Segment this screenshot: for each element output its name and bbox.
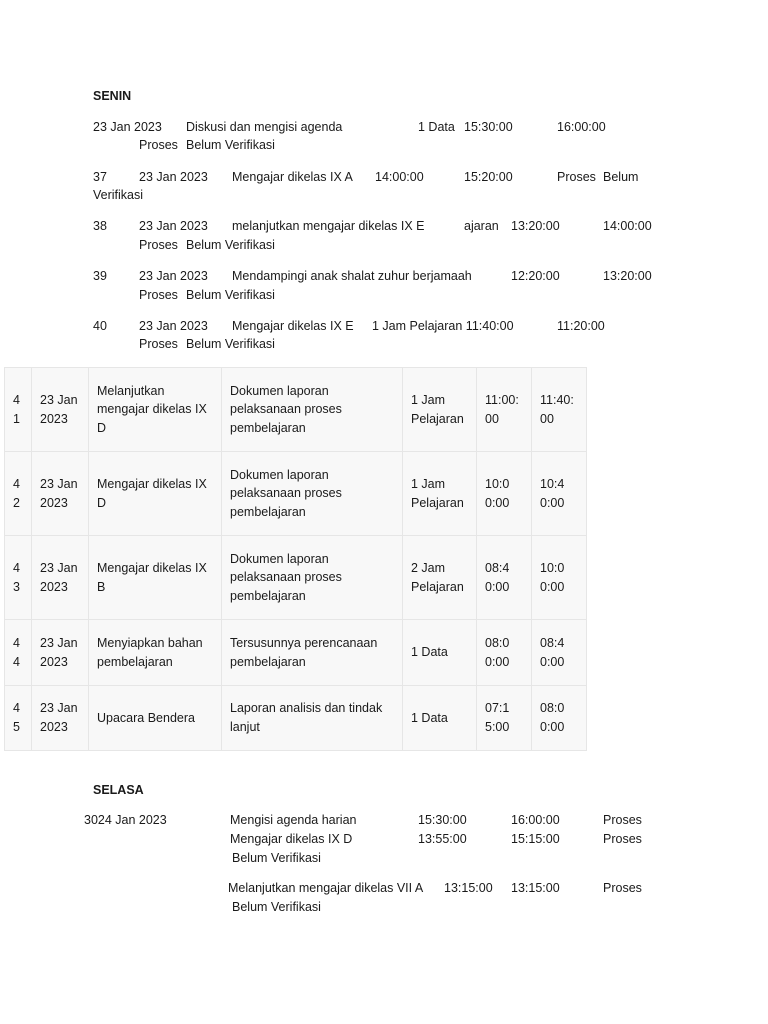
cell-end-time [532,368,587,452]
cell-number-text: 45 [13,701,20,734]
cell-end-time [532,686,587,751]
cell-start-time [477,620,532,686]
cell-date [32,620,89,686]
cell-number [5,452,32,536]
cell-date-text: 23 Jan 2023 [40,701,78,734]
entry-end: 16:00:00 [511,813,560,827]
cell-activity [89,452,222,536]
entry-activity: Mengajar dikelas IX D [230,832,353,846]
cell-start-time-text: 08:40:00 [485,560,510,594]
cell-date [32,368,89,452]
cell-output [222,620,403,686]
entry-end: 13:15:00 [511,881,560,895]
cell-date [32,536,89,620]
cell-number [5,368,32,452]
cell-start-time-text: 07:15:00 [485,701,510,734]
entry-status: Proses [603,813,642,827]
cell-end-time-text: 08:40:00 [540,635,565,669]
table-row [5,536,587,620]
entry-end: 16:00:00 [557,120,606,134]
entry-verification: Belum Verifikasi [186,238,275,252]
entry-end: 14:00:00 [603,219,652,233]
entry-status: Proses [557,170,596,184]
cell-number-text: 42 [13,476,20,510]
entry-status: Proses [139,138,178,152]
entry-activity: Mengajar dikelas IX E [232,319,354,333]
cell-number-text: 43 [13,560,20,594]
entry-end: 15:20:00 [464,170,513,184]
entry-start: 15:30:00 [418,813,467,827]
cell-number-text: 44 [13,635,20,669]
cell-date-text: 23 Jan 2023 [40,392,78,426]
cell-start-time [477,452,532,536]
entry-verification: Belum [603,170,639,184]
heading-selasa: SELASA [93,783,144,797]
cell-output-text: Dokumen laporan pelaksanaan proses pembelajaran [230,383,342,435]
entry-date: 23 Jan 2023 [139,269,208,283]
entry-end: 15:15:00 [511,832,560,846]
cell-output [222,368,403,452]
table-row [5,620,587,686]
entry-activity: Mengisi agenda harian [230,813,357,827]
cell-quantity [403,620,477,686]
cell-quantity [403,452,477,536]
cell-output-text: Dokumen laporan pelaksanaan proses pembelajaran [230,551,342,603]
entry-activity: Diskusi dan mengisi agenda [186,120,343,134]
cell-quantity [403,536,477,620]
cell-activity [89,620,222,686]
cell-quantity-text: 1 Jam Pelajaran [411,392,464,426]
entry-end: 11:20:00 [557,319,605,333]
entry-verification: Belum Verifikasi [232,900,321,914]
entry-date: 23 Jan 2023 [139,319,208,333]
cell-number [5,620,32,686]
entry-end: 13:20:00 [603,269,652,283]
entry-date: 23 Jan 2023 [139,219,208,233]
cell-start-time [477,686,532,751]
entry-status: Proses [139,288,178,302]
entry-quantity: 1 Data [418,120,455,134]
cell-end-time-text: 08:00:00 [540,701,565,734]
cell-activity [89,536,222,620]
entry-quantity-start: 1 Jam Pelajaran 11:40:00 [372,319,514,333]
entry-number: 38 [93,219,107,233]
cell-output-text: Laporan analisis dan tindak lanjut [230,701,383,734]
entry-verification-cont: Verifikasi [93,188,144,202]
entry-number: 40 [93,319,107,333]
cell-quantity [403,368,477,452]
activity-table [4,367,587,751]
selasa-number-date: 3024 Jan 2023 [84,813,167,827]
entry-verification: Belum Verifikasi [232,851,321,865]
entry-verification: Belum Verifikasi [186,138,275,152]
entry-date: 23 Jan 2023 [139,170,208,184]
entry-start: 12:20:00 [511,269,560,283]
entry-start: 15:30:00 [464,120,513,134]
cell-quantity-text: 2 Jam Pelajaran [411,560,464,594]
cell-start-time-text: 11:00:00 [485,392,519,426]
cell-quantity-text: 1 Jam Pelajaran [411,476,464,510]
entry-activity: Mendampingi anak shalat zuhur berjamaah [232,269,472,283]
cell-end-time [532,452,587,536]
entry-number: 39 [93,269,107,283]
cell-end-time-text: 10:00:00 [540,560,565,594]
entry-activity: Mengajar dikelas IX A [232,170,353,184]
entry-status: Proses [139,238,178,252]
entry-verification: Belum Verifikasi [186,288,275,302]
heading-senin: SENIN [93,89,132,103]
entry-start: 13:55:00 [418,832,467,846]
entry-activity: Melanjutkan mengajar dikelas VII A [228,881,424,895]
cell-date [32,452,89,536]
cell-output [222,452,403,536]
table-row [5,368,587,452]
cell-quantity [403,686,477,751]
entry-status: Proses [603,881,642,895]
entry-number: 37 [93,170,107,184]
entry-status: Proses [603,832,642,846]
cell-end-time-text: 10:40:00 [540,476,565,510]
cell-quantity-text: 1 Data [411,645,448,660]
cell-end-time-text: 11:40:00 [540,392,574,426]
entry-start: 13:15:00 [444,881,493,895]
cell-end-time [532,536,587,620]
entry-activity: melanjutkan mengajar dikelas IX E [232,219,425,233]
cell-activity [89,368,222,452]
cell-start-time [477,368,532,452]
cell-output-text: Tersusunnya perencanaan pembelajaran [230,635,378,669]
cell-activity-text: Mengajar dikelas IX D [97,476,207,510]
cell-output [222,686,403,751]
entry-start: 14:00:00 [375,170,424,184]
entry-status: Proses [139,337,178,351]
cell-activity-text: Upacara Bendera [97,710,195,725]
cell-date-text: 23 Jan 2023 [40,560,78,594]
cell-activity [89,686,222,751]
cell-start-time [477,536,532,620]
table-row [5,686,587,751]
cell-activity-text: Mengajar dikelas IX B [97,560,207,594]
cell-number [5,686,32,751]
cell-start-time-text: 08:00:00 [485,635,510,669]
table-row [5,452,587,536]
cell-activity-text: Menyiapkan bahan pembelajaran [97,635,203,669]
entry-start: 13:20:00 [511,219,560,233]
cell-start-time-text: 10:00:00 [485,476,510,510]
entry-quantity: ajaran [464,219,499,233]
entry-verification: Belum Verifikasi [186,337,275,351]
cell-output-text: Dokumen laporan pelaksanaan proses pembelajaran [230,467,342,519]
cell-output [222,536,403,620]
cell-activity-text: Melanjutkan mengajar dikelas IX D [97,383,207,435]
cell-quantity-text: 1 Data [411,710,448,725]
cell-date [32,686,89,751]
entry-date: 23 Jan 2023 [93,120,162,134]
cell-date-text: 23 Jan 2023 [40,476,78,510]
cell-number [5,536,32,620]
cell-date-text: 23 Jan 2023 [40,635,78,669]
cell-number-text: 41 [13,392,20,426]
cell-end-time [532,620,587,686]
